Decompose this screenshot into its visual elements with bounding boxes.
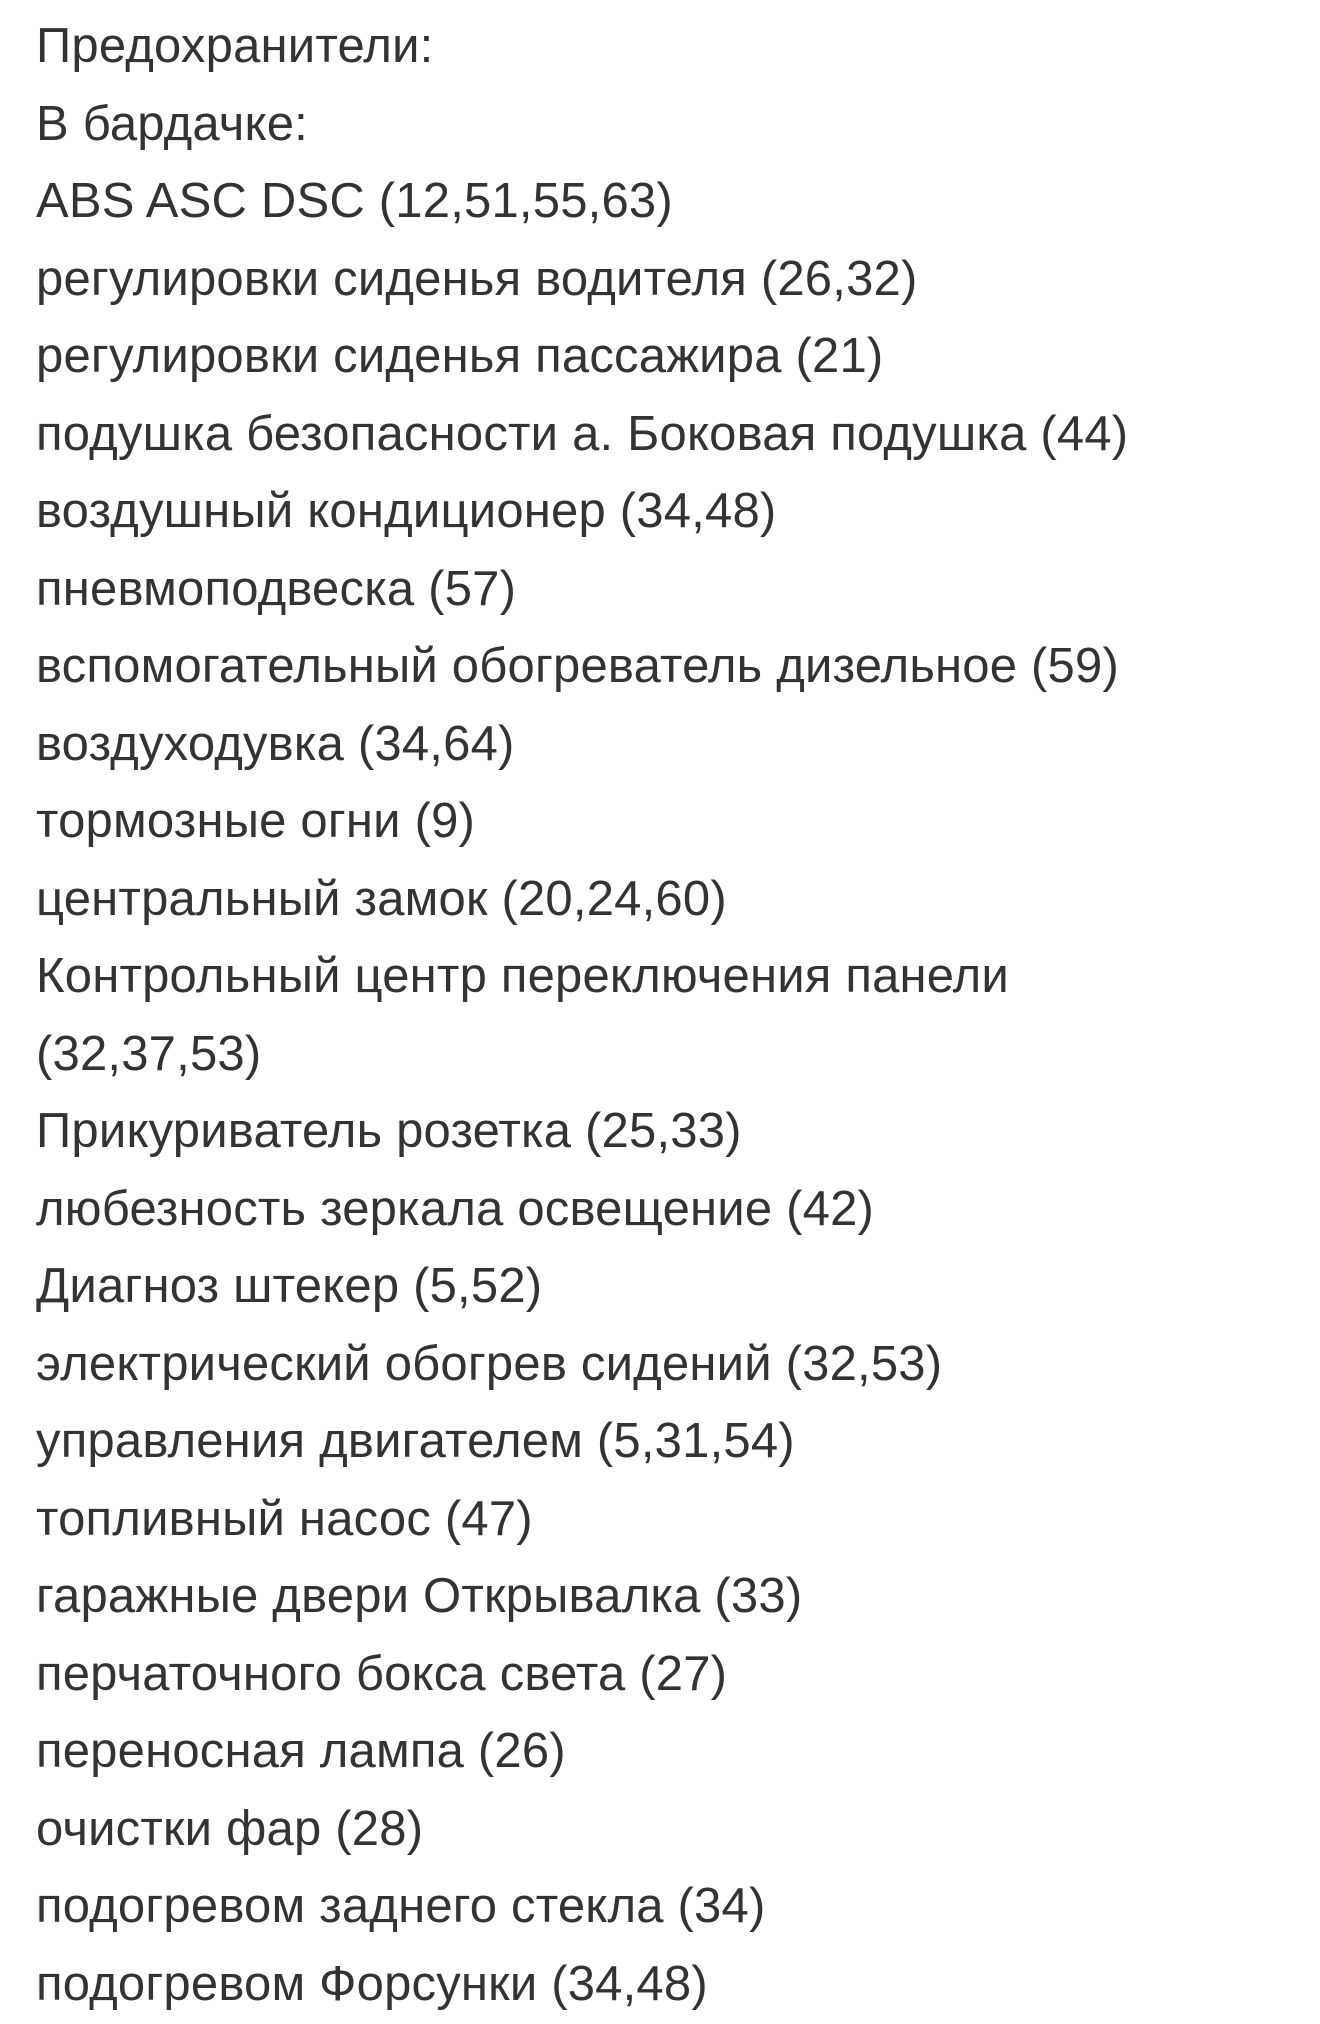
fuse-item: подогревом заднего стекла (34) (36, 1879, 766, 1933)
fuse-item: пневмоподвеска (57) (36, 561, 517, 616)
fuse-item: подогревом Форсунки (34,48) (36, 1956, 708, 2011)
fuse-list-document (36, 8, 1306, 2023)
fuse-item: электрический обогрев сидений (32,53) (36, 1336, 943, 1391)
document-subheading: В бардачке: (36, 96, 308, 151)
fuse-item: воздуходувка (34,64) (36, 716, 515, 771)
fuse-item: управления двигателем (5,31,54) (36, 1414, 795, 1468)
fuse-item: подушка безопасности а. Боковая подушка (44) (36, 406, 1129, 461)
fuse-item: перчаточного бокса света (27) (36, 1646, 728, 1701)
fuse-item: тормозные огни (9) (36, 794, 476, 848)
fuse-item: любезность зеркала освещение (42) (36, 1181, 875, 1236)
fuse-item: вспомогательный обогреватель дизельное (59) (36, 639, 1119, 693)
fuse-item: топливный насос (47) (36, 1491, 533, 1546)
fuse-item: Прикуриватель розетка (25,33) (36, 1104, 742, 1158)
fuse-item: воздушный кондиционер (34,48) (36, 484, 777, 538)
fuse-item: центральный замок (20,24,60) (36, 871, 727, 926)
fuse-item: ABS ASC DSC (12,51,55,63) (36, 174, 673, 228)
fuse-item: очистки фар (28) (36, 1801, 424, 1856)
document-heading: Предохранители: (36, 19, 434, 73)
fuse-item: регулировки сиденья пассажира (21) (36, 329, 884, 383)
fuse-item: Диагноз штекер (5,52) (36, 1259, 543, 1313)
fuse-item: переносная лампа (26) (36, 1724, 566, 1778)
fuse-item: гаражные двери Открывалка (33) (36, 1569, 803, 1623)
fuse-item: регулировки сиденья водителя (26,32) (36, 251, 918, 306)
fuse-item: Контрольный центр переключения панели (32,37,53) (36, 949, 1009, 1081)
